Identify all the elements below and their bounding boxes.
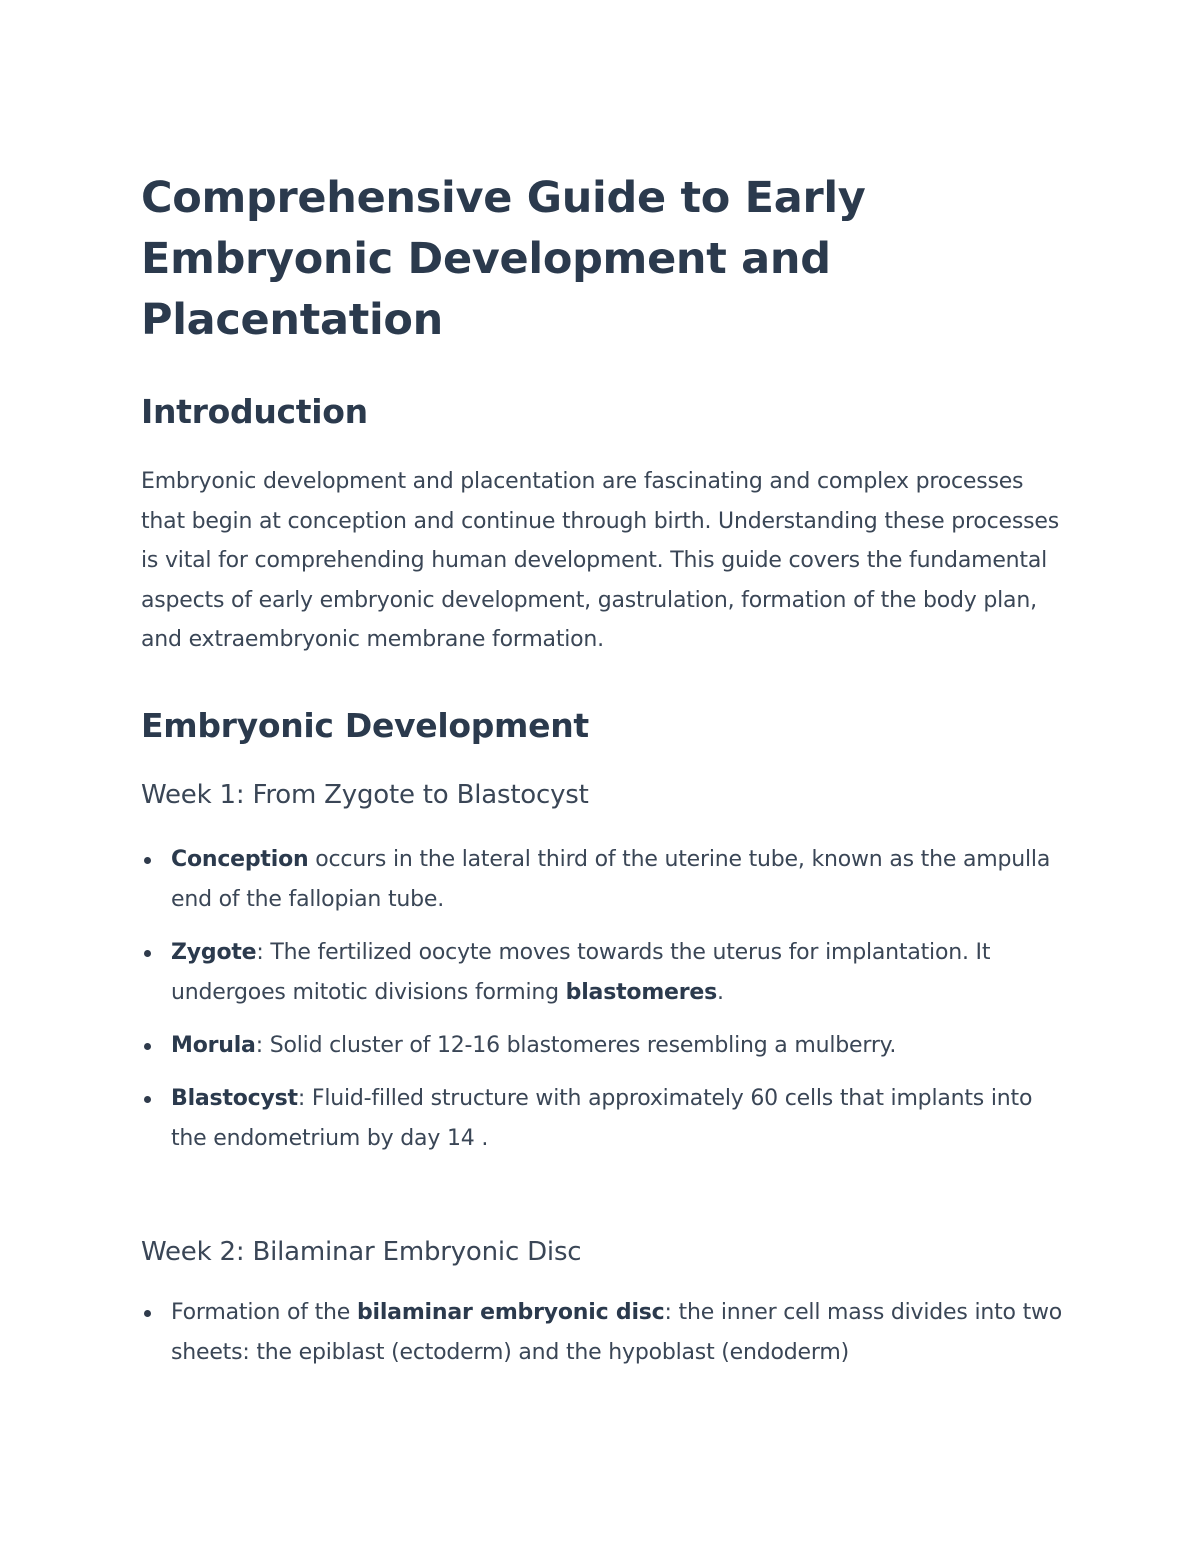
list-item-bilaminar-disc bbox=[141, 1293, 1071, 1373]
week2-list bbox=[141, 1293, 1071, 1373]
term-zygote: Zygote bbox=[171, 939, 257, 965]
item-text: : Solid cluster of 12-16 blastomeres resembling a mulberry. bbox=[255, 1032, 897, 1058]
item-text: : the inner cell mass divides into two sheets: the epiblast (ectoderm) and the hypoblast (endoderm) bbox=[171, 1299, 1063, 1365]
term-bilaminar-disc: bilaminar embryonic disc bbox=[356, 1299, 665, 1325]
item-text-end: . bbox=[717, 979, 724, 1005]
item-text: : The fertilized oocyte moves towards the uterus for implantation. It undergoes mitotic divisions forming bbox=[171, 939, 991, 1005]
item-text: occurs in the lateral third of the uterine tube, known as the ampulla end of the fallopian tube. bbox=[171, 846, 1051, 912]
bullet-icon bbox=[144, 1043, 151, 1050]
bullet-icon bbox=[144, 1310, 151, 1317]
list-item-conception bbox=[141, 840, 1071, 920]
week2-heading: Week 2: Bilaminar Embryonic Disc bbox=[141, 1236, 582, 1267]
item-text: : Fluid-filled structure with approximately 60 cells that implants into the endometrium by day 14 . bbox=[171, 1085, 1033, 1151]
document-content bbox=[141, 168, 1071, 1386]
week1-heading: Week 1: From Zygote to Blastocyst bbox=[141, 779, 589, 810]
week1-list bbox=[141, 840, 1071, 1159]
bullet-icon bbox=[144, 950, 151, 957]
item-text-start: Formation of the bbox=[171, 1299, 357, 1325]
introduction-heading: Introduction bbox=[141, 392, 368, 431]
term-blastomeres: blastomeres bbox=[565, 979, 718, 1005]
bullet-icon bbox=[144, 1096, 151, 1103]
term-blastocyst: Blastocyst bbox=[171, 1085, 298, 1111]
list-item-blastocyst bbox=[141, 1079, 1071, 1159]
document-title: Comprehensive Guide to Early Embryonic Development and Placentation bbox=[141, 173, 866, 345]
term-conception: Conception bbox=[171, 846, 309, 872]
introduction-paragraph: Embryonic development and placentation are fascinating and complex processes that begin at conception and continue through birth. Understanding these processes is vital for comprehending human development. This guide covers the fundamental aspects of early embryonic development, gastrulation, formation of the body plan, and extraembryonic membrane formation. bbox=[141, 469, 1059, 653]
bullet-icon bbox=[144, 857, 151, 864]
list-item-zygote bbox=[141, 933, 1071, 1013]
term-morula: Morula bbox=[171, 1032, 256, 1058]
list-item-morula bbox=[141, 1026, 1071, 1066]
embryonic-development-heading: Embryonic Development bbox=[141, 705, 589, 745]
